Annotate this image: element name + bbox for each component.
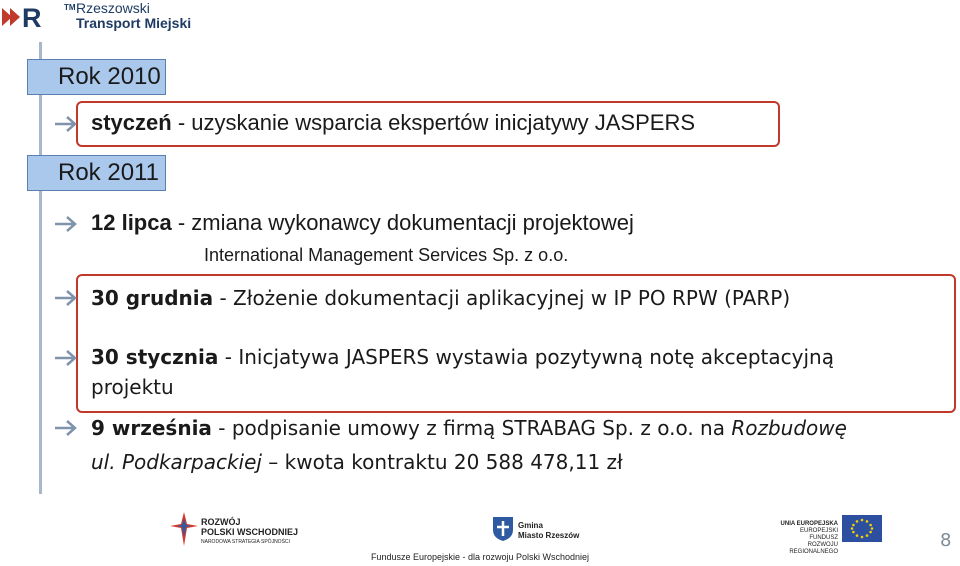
- entry-sep-contract-cont: [91, 450, 623, 474]
- arrow-right-icon: [55, 349, 77, 367]
- entry-2010-jan: [91, 110, 695, 136]
- entry-text: - uzyskanie wsparcia ekspertów inicjatywy JASPERS: [171, 110, 696, 135]
- entry-jan-note: [91, 345, 834, 369]
- arrow-right-icon: [55, 115, 77, 133]
- entry-date: 12 lipca: [91, 210, 172, 235]
- org-name: [76, 1, 191, 31]
- eu-flag-icon: [842, 515, 882, 542]
- arrow-right-icon: [55, 289, 77, 307]
- rtm-logo-icon: [2, 2, 64, 32]
- entry-sep-contract: [91, 416, 847, 440]
- arrow-right-icon: [55, 419, 77, 437]
- logo-r: R: [22, 3, 42, 32]
- rzeszow-crest-icon: [492, 516, 514, 542]
- entry-date: 9 września: [91, 416, 212, 440]
- entry-italic: ul. Podkarpackiej: [91, 450, 262, 474]
- contractor-name: International Management Services Sp. z o.o.: [204, 245, 569, 265]
- entry-2011-jul: [91, 210, 634, 236]
- rozwoj-logo-text: [201, 517, 298, 547]
- year-2010-box: Rok 2010: [27, 59, 166, 95]
- entry-text: - Złożenie dokumentacji aplikacyjnej w IP PO RPW (PARP): [213, 286, 791, 310]
- arrow-right-icon: [55, 215, 77, 233]
- org-name-line1: Rzeszowski: [76, 0, 150, 16]
- rozwoj-line1: ROZWÓJ: [201, 517, 241, 527]
- entry-date: 30 grudnia: [91, 286, 214, 310]
- logo-tm: TM: [64, 3, 76, 12]
- eu-logo-text: [780, 521, 838, 556]
- eu-line3: ROZWOJU REGIONALNEGO: [789, 542, 838, 555]
- rozwoj-line3: NARODOWA STRATEGIA SPÓJNOŚCI: [201, 539, 290, 545]
- eu-line2: EUROPEJSKI FUNDUSZ: [799, 528, 838, 541]
- entry-text: – kwota kontraktu 20 588 478,11 zł: [261, 450, 623, 474]
- year-2011-box: Rok 2011: [27, 155, 166, 191]
- entry-text: - Inicjatywa JASPERS wystawia pozytywną notę akceptacyjną: [218, 345, 834, 369]
- footer-caption: Fundusze Europejskie - dla rozwoju Polski Wschodniej: [370, 552, 590, 562]
- rzeszow-line2: Miasto Rzeszów: [518, 531, 580, 540]
- entry-2011-dec: [91, 286, 790, 310]
- entry-text: - zmiana wykonawcy dokumentacji projektowej: [171, 210, 634, 235]
- rozwoj-line2: POLSKI WSCHODNIEJ: [201, 527, 299, 537]
- timeline-line: [39, 42, 42, 494]
- rzeszow-line1: Gmina: [518, 521, 543, 530]
- entry-italic: Rozbudowę: [731, 416, 847, 440]
- rozwoj-polski-wschodniej-logo-icon: [170, 512, 198, 546]
- entry-date: 30 stycznia: [91, 345, 219, 369]
- org-name-line2: Transport Miejski: [76, 15, 192, 31]
- eu-line1: UNIA EUROPEJSKA: [780, 521, 838, 527]
- entry-text: - podpisanie umowy z firmą STRABAG Sp. z o.o. na: [211, 416, 732, 440]
- page-number: 8: [940, 530, 952, 551]
- entry-date: styczeń: [91, 110, 172, 135]
- entry-text-cont: projektu: [91, 375, 174, 399]
- rzeszow-logo-text: [518, 521, 579, 541]
